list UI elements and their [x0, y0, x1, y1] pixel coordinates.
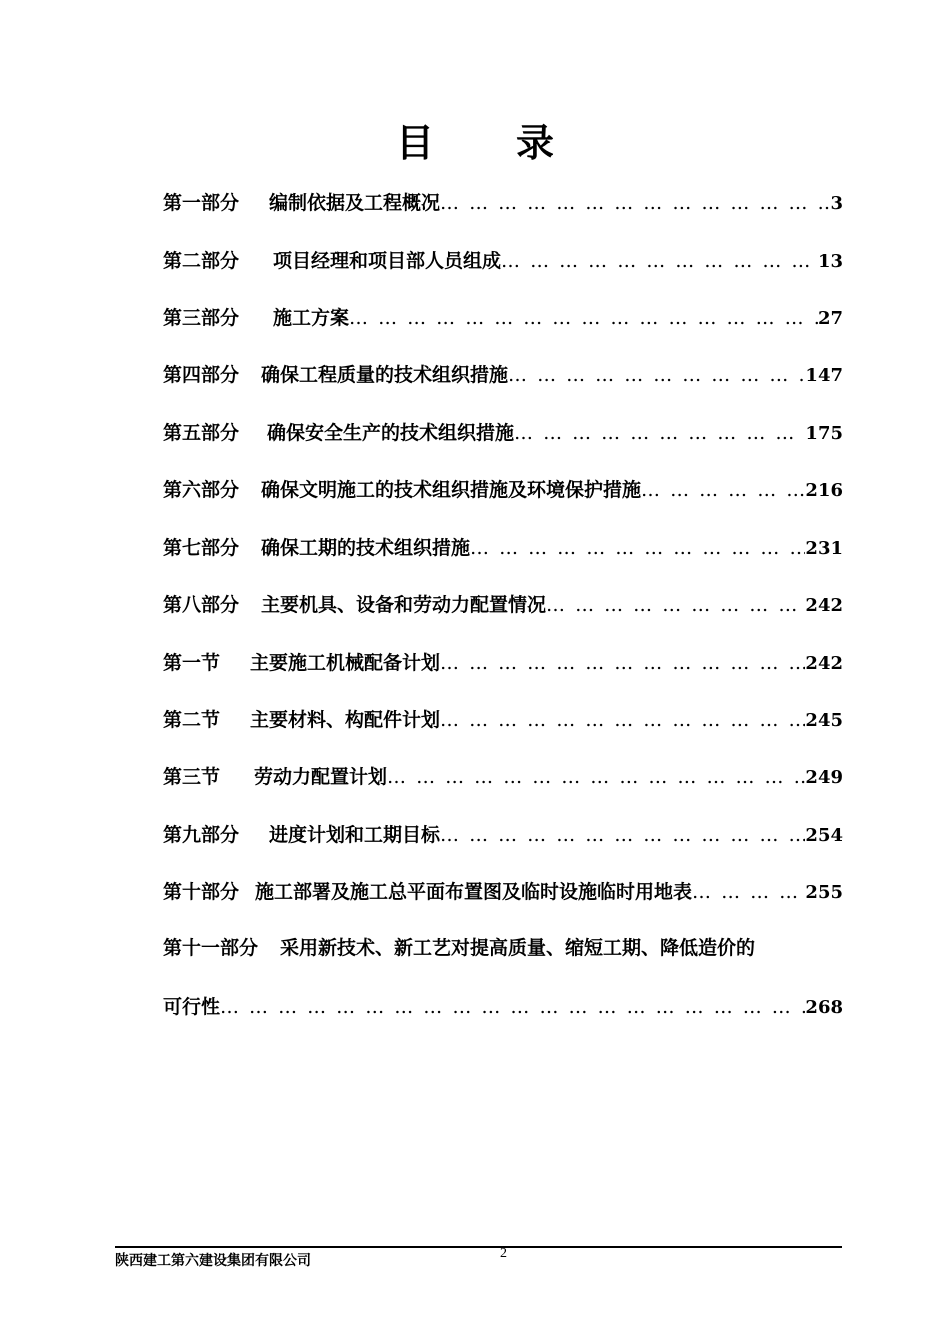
toc-entry-title: 确保安全生产的技术组织措施	[267, 422, 515, 444]
toc-entry-title: 确保文明施工的技术组织措施及环境保护措施	[261, 479, 642, 501]
toc-entry[interactable]	[163, 360, 843, 394]
toc-entry[interactable]	[163, 877, 843, 911]
toc-entry-page: 245	[805, 710, 843, 731]
toc-entry-label: 第三部分	[163, 307, 240, 329]
toc-entry-title: 施工部署及施工总平面布置图及临时设施临时用地表	[255, 881, 693, 903]
toc-leader-dots	[508, 364, 805, 386]
toc-entry-11[interactable]	[163, 933, 843, 967]
footer-divider	[115, 1246, 842, 1248]
toc-entry-title: 主要材料、构配件计划	[250, 709, 441, 731]
toc-entry-11-continued[interactable]	[163, 992, 843, 1026]
toc-leader-dots	[440, 824, 805, 846]
toc-entry[interactable]	[163, 648, 843, 682]
toc-entry[interactable]	[163, 188, 843, 222]
toc-entry[interactable]	[163, 590, 843, 624]
toc-entry-label: 第六部分	[163, 479, 240, 501]
toc-entry-label: 第十一部分	[163, 937, 259, 959]
toc-entry-page: 249	[805, 767, 843, 788]
toc-entry-label: 第七部分	[163, 537, 240, 559]
toc-entry-label: 第一节	[163, 652, 221, 674]
toc-leader-dots	[641, 479, 805, 501]
toc-entry-title: 确保工程质量的技术组织措施	[261, 364, 509, 386]
toc-entry-page: 175	[805, 423, 843, 444]
toc-entry-title: 施工方案	[273, 307, 350, 329]
toc-entry-page: 147	[805, 365, 843, 386]
toc-entry-title: 主要机具、设备和劳动力配置情况	[261, 594, 547, 616]
toc-entry-title: 进度计划和工期目标	[269, 824, 441, 846]
toc-entry[interactable]	[163, 475, 843, 509]
toc-entry-label: 第三节	[163, 766, 221, 788]
toc-entry-page: 242	[805, 653, 843, 674]
toc-entry-label: 第一部分	[163, 192, 240, 214]
toc-entry-label: 第二部分	[163, 250, 240, 272]
toc-entry-title: 确保工期的技术组织措施	[261, 537, 471, 559]
toc-entry-page: 27	[817, 308, 843, 329]
toc-entry[interactable]	[163, 303, 843, 337]
toc-leader-dots	[387, 766, 805, 788]
footer-company: 陕西建工第六建设集团有限公司	[115, 1253, 311, 1269]
toc-entry-title: 采用新技术、新工艺对提高质量、缩短工期、降低造价的	[280, 937, 756, 959]
toc-entry-title-continued: 可行性	[163, 996, 221, 1018]
toc-title: 目录	[395, 121, 636, 165]
toc-entry-page: 254	[805, 825, 843, 846]
toc-entry-page: 13	[817, 251, 843, 272]
toc-entry-label: 第五部分	[163, 422, 240, 444]
toc-entry[interactable]	[163, 820, 843, 854]
toc-entry[interactable]	[163, 418, 843, 452]
toc-entry-page: 242	[805, 595, 843, 616]
toc-entry-page: 3	[830, 193, 843, 214]
toc-entry-page: 268	[805, 997, 843, 1018]
toc-entry-label: 第二节	[163, 709, 221, 731]
toc-leader-dots	[440, 192, 830, 214]
toc-entry[interactable]	[163, 533, 843, 567]
toc-entry[interactable]	[163, 246, 843, 280]
toc-leader-dots	[440, 709, 805, 731]
toc-entry-page: 255	[805, 882, 843, 903]
toc-entry-title: 项目经理和项目部人员组成	[273, 250, 502, 272]
toc-entry-label: 第九部分	[163, 824, 240, 846]
toc-leader-dots	[440, 652, 805, 674]
toc-leader-dots	[546, 594, 805, 616]
toc-entry-page: 216	[805, 480, 843, 501]
toc-leader-dots	[501, 250, 818, 272]
toc-leader-dots	[220, 996, 805, 1018]
toc-entry-title: 编制依据及工程概况	[269, 192, 441, 214]
toc-entry[interactable]	[163, 762, 843, 796]
toc-leader-dots	[349, 307, 818, 329]
toc-entry-label: 第四部分	[163, 364, 240, 386]
toc-entry[interactable]	[163, 705, 843, 739]
toc-entry-title: 主要施工机械配备计划	[250, 652, 441, 674]
toc-leader-dots	[470, 537, 805, 559]
toc-entry-label: 第十部分	[163, 881, 240, 903]
toc-entry-title: 劳动力配置计划	[254, 766, 388, 788]
footer-page-number: 2	[500, 1246, 507, 1261]
toc-entry-label: 第八部分	[163, 594, 240, 616]
toc-leader-dots	[692, 881, 805, 903]
toc-leader-dots	[514, 422, 805, 444]
toc-entry-page: 231	[805, 538, 843, 559]
